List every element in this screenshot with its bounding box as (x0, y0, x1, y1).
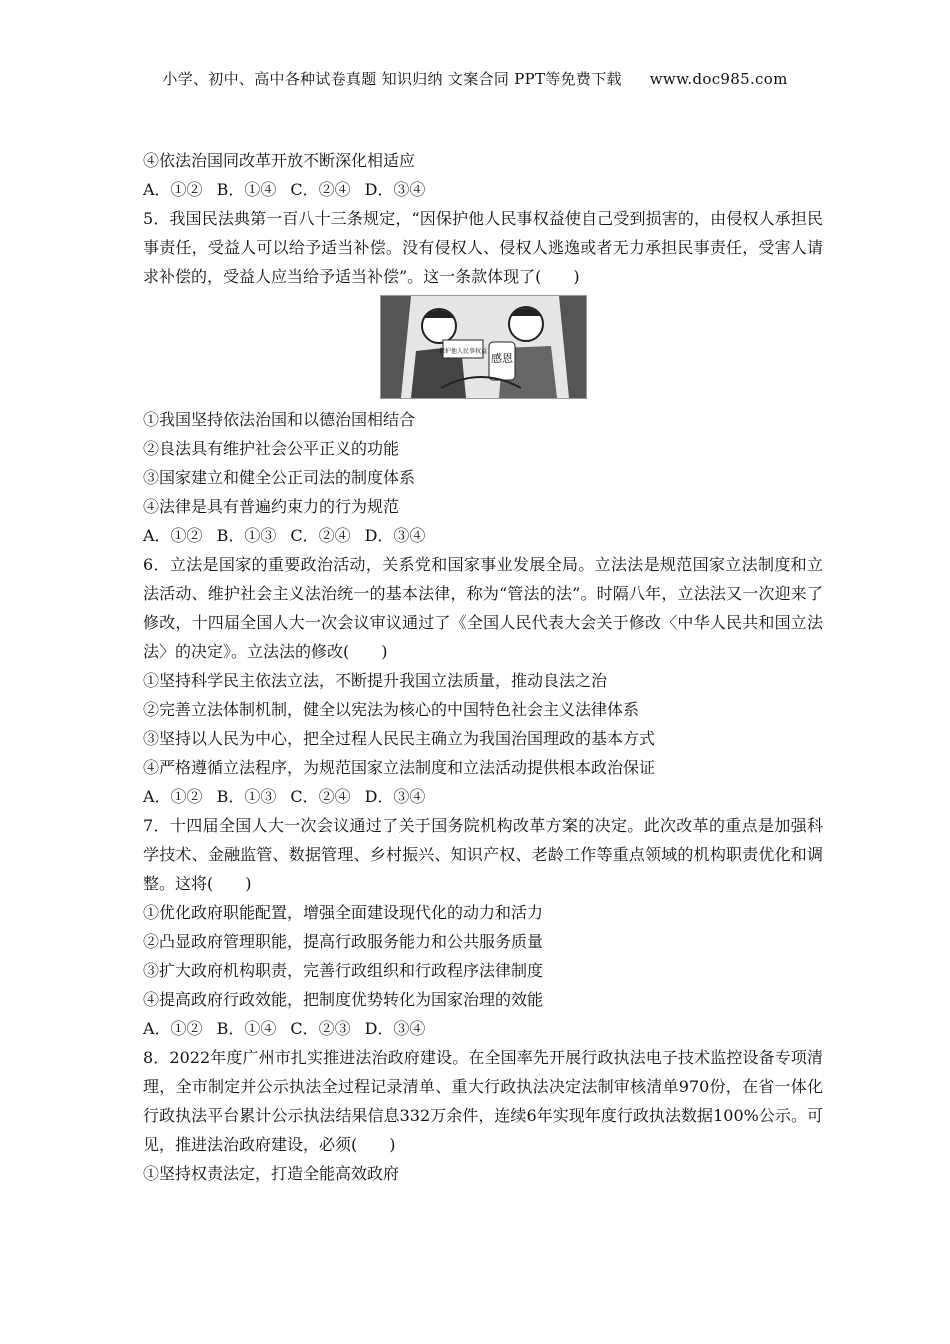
q5-item-4: ④法律是具有普遍约束力的行为规范 (143, 497, 400, 516)
page-header (0, 68, 950, 89)
header-text: 小学、初中、高中各种试卷真题 知识归纳 文案合同 PPT等免费下载 (162, 70, 622, 88)
option-c: C．②③ (290, 1019, 351, 1038)
question-6-stem: 6．立法是国家的重要政治活动，关系党和国家事业发展全局。立法法是规范国家立法制度和立法活动、维护社会主义法治统一的基本法律，称为“管法的法”。时隔八年，立法法又一次迎来了修改，十四届全国人大一次会议审议通过了《全国人民代表大会关于修改〈中华人民共和国立法法〉的决定》。立法法的修改( ) (143, 555, 823, 661)
q5-item-2: ②良法具有维护社会公平正义的功能 (143, 439, 400, 458)
option-a: A．①② (143, 1019, 203, 1038)
option-b: B．①③ (216, 787, 277, 806)
document-body (143, 146, 823, 1188)
option-c: C．②④ (290, 787, 351, 806)
option-c: C．②④ (290, 180, 351, 199)
q7-item-4: ④提高政府行政效能，把制度优势转化为国家治理的效能 (143, 990, 544, 1009)
q5-item-1: ①我国坚持依法治国和以德治国相结合 (143, 410, 416, 429)
q8-item-1: ①坚持权责法定，打造全能高效政府 (143, 1164, 400, 1183)
option-b: B．①④ (216, 180, 277, 199)
question-8-stem: 8．2022年度广州市扎实推进法治政府建设。在全国率先开展行政执法电子技术监控设备专项清理，全市制定并公示执法全过程记录清单、重大行政执法决定法制审核清单970份，在省一体化行政执法平台累计公示执法结果信息332万余件，连续6年实现年度行政执法数据100%公示。可见，推进法治政府建设，必须( ) (143, 1048, 823, 1154)
q7-item-2: ②凸显政府管理职能，提高行政服务能力和公共服务质量 (143, 932, 544, 951)
question-7-stem: 7．十四届全国人大一次会议通过了关于国务院机构改革方案的决定。此次改革的重点是加强科学技术、金融监管、数据管理、乡村振兴、知识产权、老龄工作等重点领域的机构职责优化和调整。这将( ) (143, 816, 823, 893)
header-site-link[interactable]: www.doc985.com (649, 70, 788, 88)
q6-options (143, 782, 823, 811)
option-b: B．①④ (216, 1019, 277, 1038)
q6-item-3: ③坚持以人民为中心，把全过程人民民主确立为我国治国理政的基本方式 (143, 729, 656, 748)
q7-item-1: ①优化政府职能配置，增强全面建设现代化的动力和活力 (143, 903, 544, 922)
q5-item-3: ③国家建立和健全公正司法的制度体系 (143, 468, 416, 487)
option-a: A．①② (143, 787, 203, 806)
cartoon-label-left: 保护他人民事权益 (438, 348, 487, 355)
option-d: D．③④ (364, 1019, 426, 1038)
q6-item-2: ②完善立法体制机制，健全以宪法为核心的中国特色社会主义法律体系 (143, 700, 640, 719)
q6-item-1: ①坚持科学民主依法立法，不断提升我国立法质量，推动良法之治 (143, 671, 608, 690)
option-a: A．①② (143, 526, 203, 545)
q7-options (143, 1014, 823, 1043)
top-item-4: ④依法治国同改革开放不断深化相适应 (143, 151, 416, 170)
option-d: D．③④ (364, 787, 426, 806)
cartoon-illustration (381, 296, 586, 398)
option-d: D．③④ (364, 526, 426, 545)
question-5-stem: 5．我国民法典第一百八十三条规定，“因保护他人民事权益使自己受到损害的，由侵权人承担民事责任，受益人可以给予适当补偿。没有侵权人、侵权人逃逸或者无力承担民事责任，受害人请求补偿的，受益人应当给予适当补偿”。这一条款体现了( ) (143, 209, 823, 286)
q7-item-3: ③扩大政府机构职责，完善行政组织和行政程序法律制度 (143, 961, 544, 980)
option-b: B．①③ (216, 526, 277, 545)
option-c: C．②④ (290, 526, 351, 545)
question-5-cartoon (380, 295, 587, 399)
cartoon-label-right: 感恩 (490, 352, 513, 365)
option-d: D．③④ (364, 180, 426, 199)
top-options (143, 175, 823, 204)
q5-options (143, 521, 823, 550)
q6-item-4: ④严格遵循立法程序，为规范国家立法制度和立法活动提供根本政治保证 (143, 758, 656, 777)
option-a: A．①② (143, 180, 203, 199)
